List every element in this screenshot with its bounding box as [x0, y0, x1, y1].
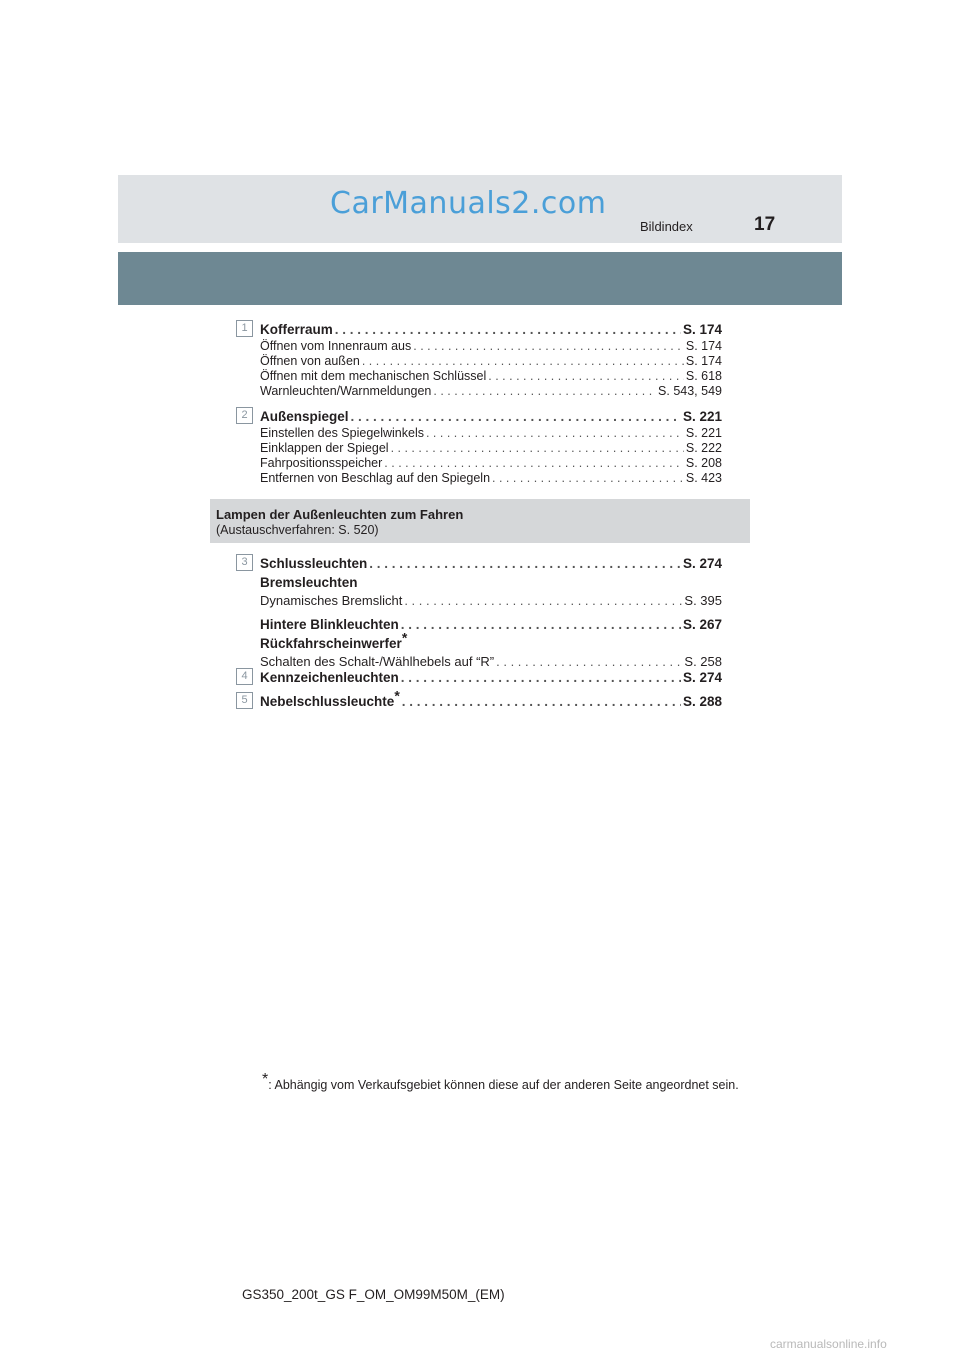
page-ref[interactable]: S. 221: [682, 409, 722, 424]
page-ref[interactable]: S. 174: [685, 339, 722, 353]
dot-leader: [401, 668, 681, 687]
section-box: [210, 499, 750, 543]
sub-entry: Einklappen der Spiegel . . . S. 222: [236, 441, 722, 456]
page-ref[interactable]: S. 221: [685, 426, 722, 440]
sub-entry: Öffnen mit dem mechanischen Schlüssel . . . S. 618: [236, 369, 722, 384]
sub-entry: Öffnen von außen . . . S. 174: [236, 354, 722, 369]
entry-number-badge: 1: [236, 320, 253, 337]
watermark-footer: carmanualsonline.info: [770, 1337, 887, 1351]
sub-entry: Fahrpositionsspeicher . . . S. 208: [236, 456, 722, 471]
section-box-subtitle: (Austauschverfahren: S. 520): [216, 523, 379, 537]
entry-title-continued: Bremsleuchten: [260, 575, 358, 590]
footnote-marker: *: [262, 1070, 269, 1088]
entry-title: Kennzeichenleuchten: [260, 670, 399, 685]
sub-entry: Warnleuchten/Warnmeldungen . . . S. 543, 549: [236, 384, 722, 399]
section-title: Bildindex: [640, 219, 693, 234]
index-entry-4: [236, 668, 722, 687]
page-ref[interactable]: S. 288: [682, 694, 722, 709]
entry-heading: [236, 687, 722, 711]
entry-number-badge: 3: [236, 554, 253, 571]
entry-heading: [236, 668, 722, 687]
page-ref[interactable]: S. 174: [682, 322, 722, 337]
entry-heading: [236, 320, 722, 339]
entry-title: Nebelschlussleuchte*: [260, 687, 400, 709]
footnote-marker: *: [401, 629, 408, 646]
entry-title: Schlussleuchten: [260, 556, 368, 571]
entry-title: Hintere Blinkleuchten: [260, 617, 399, 632]
footnote: [262, 1070, 739, 1092]
section-box-title: Lampen der Außenleuchten zum Fahren: [216, 507, 464, 522]
page-number: 17: [754, 214, 776, 235]
index-entry-3: [236, 554, 722, 671]
index-entry-2: [236, 407, 722, 486]
entry-title-continued: Rückfahrscheinwerfer*: [260, 629, 408, 651]
page-ref[interactable]: S. 267: [682, 617, 722, 632]
dot-leader: [402, 692, 681, 711]
footnote-marker: *: [394, 687, 400, 704]
entry-number-badge: 5: [236, 692, 253, 709]
page-ref[interactable]: S. 395: [684, 593, 722, 608]
page-ref[interactable]: S. 208: [685, 456, 722, 470]
watermark-logo: CarManuals2.com: [330, 186, 607, 221]
entry-heading: [236, 554, 722, 573]
entry-number-badge: 2: [236, 407, 253, 424]
page-ref[interactable]: S. 174: [685, 354, 722, 368]
dot-leader: [369, 554, 681, 573]
page-ref[interactable]: S. 258: [684, 654, 722, 669]
sub-entry: Schalten des Schalt-/Wählhebels auf “R” . . . S. 258: [236, 653, 722, 671]
dot-leader: [401, 615, 681, 634]
index-entry-1: [236, 320, 722, 399]
page-ref[interactable]: S. 222: [685, 441, 722, 455]
sub-entry: Öffnen vom Innenraum aus . . . S. 174: [236, 339, 722, 354]
index-entry-5: [236, 687, 722, 711]
entry-title: Außenspiegel: [260, 409, 349, 424]
page-ref[interactable]: S. 618: [685, 369, 722, 383]
entry-heading: [236, 615, 722, 634]
document-code: GS350_200t_GS F_OM_OM99M50M_(EM): [242, 1287, 505, 1302]
footnote-text: : Abhängig vom Verkaufsgebiet können diese auf der anderen Seite angeordnet sein.: [268, 1078, 739, 1092]
entry-number-badge: 4: [236, 668, 253, 685]
sub-entry: Dynamisches Bremslicht . . . S. 395: [236, 592, 722, 610]
dot-leader: [351, 407, 681, 426]
decorative-banner: [118, 252, 842, 305]
entry-title: Kofferraum: [260, 322, 333, 337]
sub-entry: Einstellen des Spiegelwinkels . . . S. 221: [236, 426, 722, 441]
sub-entry: Entfernen von Beschlag auf den Spiegeln . . . S. 423: [236, 471, 722, 486]
dot-leader: [335, 320, 681, 339]
page-ref[interactable]: S. 274: [682, 556, 722, 571]
page-ref[interactable]: S. 423: [685, 471, 722, 485]
page-ref[interactable]: S. 274: [682, 670, 722, 685]
page-ref[interactable]: S. 543, 549: [658, 384, 722, 398]
entry-heading: [236, 407, 722, 426]
